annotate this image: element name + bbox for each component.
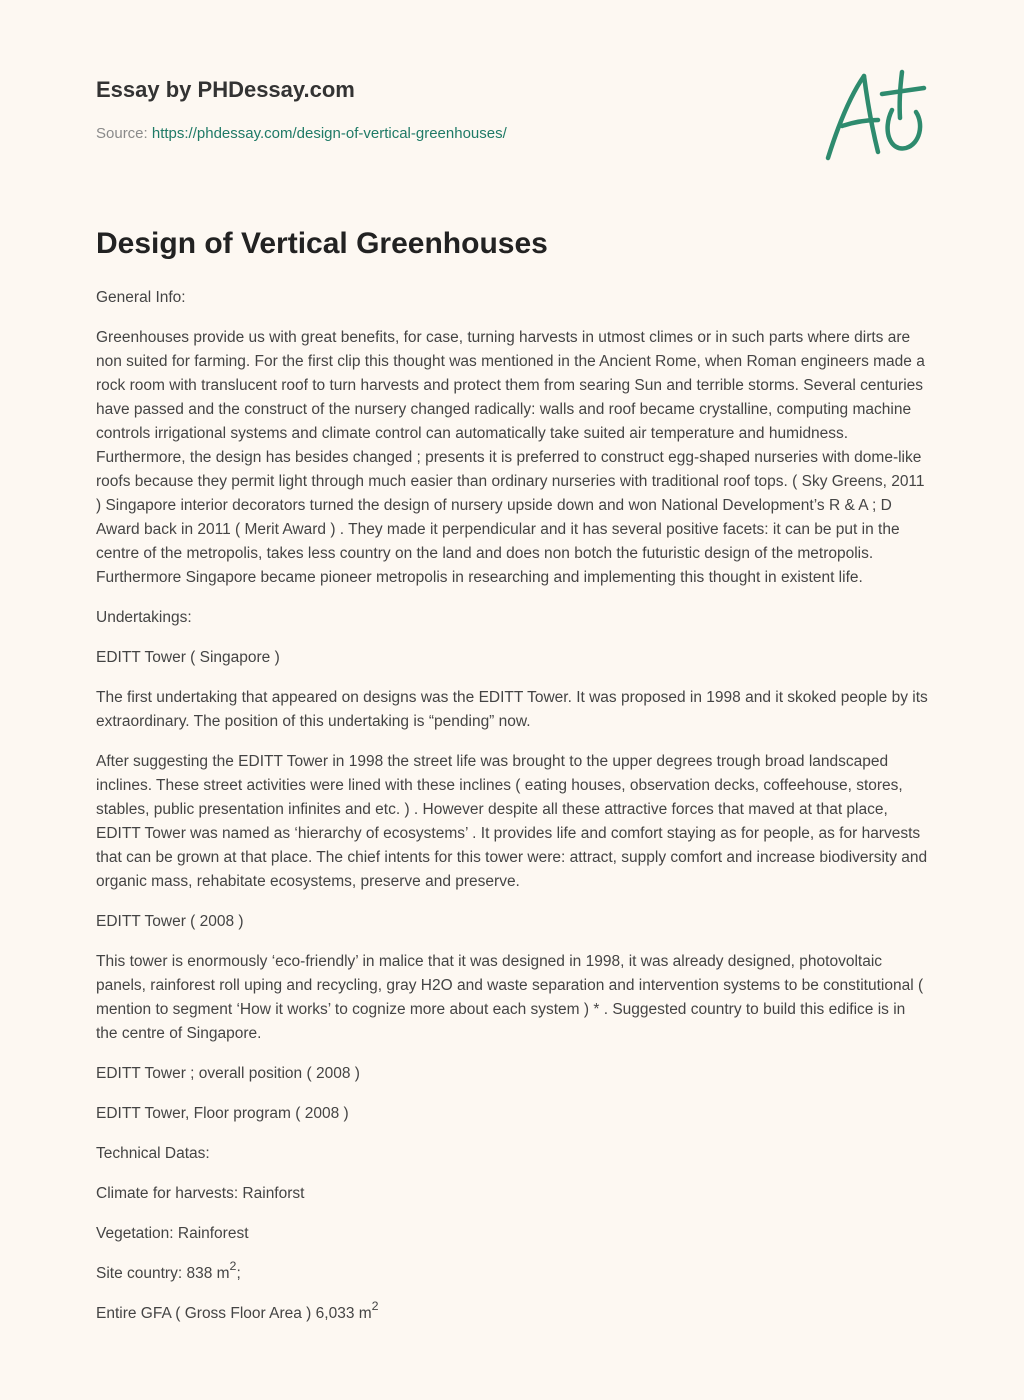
eco-friendly-paragraph: This tower is enormously ‘eco-friendly’ in malice that it was designed in 1998, it was already designed, photovoltaic panels, rainforest roll uping and recycling, gray H2O and waste separation and intervention systems to be constitutional ( mention to segment ‘How it works’ to cognize more about each system ) * . Suggested country to build this edifice is in the centre of Singapore. [96, 953, 924, 1042]
logo-plus-horizontal [882, 88, 924, 94]
logo-a-right-stroke [864, 76, 878, 152]
technical-data-heading: Technical Datas: [96, 1145, 210, 1162]
intro-paragraph: Greenhouses provide us with great benefits, for case, turning harvests in utmost climes or in such parts where dirts are non suited for farming. For the first clip this thought was mentioned in the Ancient Rome, when Roman engineers made a rock room with translucent roof to turn harvests and protect them from searing Sun and terrible storms. Several centuries have passed and the construct of the nursery changed radically: walls and roof became crystalline, computing machine controls irrigational systems and climate control can automatically take suited air temperature and humidness. Furthermore, the design has besides changed ; presents it is preferred to construct egg-shaped nurseries with dome-like roofs because they permit light through much easier than ordinary nurseries with traditional roof tops. ( Sky Greens, 2011 ) Singapore interior decorators turned the design of nursery upside down and won National Development’s R & A ; D Award back in 2011 ( Merit Award ) . They made it perpendicular and it has several positive facets: it can be put in the centre of the metropolis, takes less country on the land and does non botch the futuristic design of the metropolis. Furthermore Singapore became pioneer metropolis in researching and implementing this thought in existent life. [96, 329, 925, 586]
logo-swash [888, 110, 920, 148]
source-link[interactable]: https://phdessay.com/design-of-vertical-greenhouses/ [151, 125, 507, 142]
editt-street-life-paragraph: After suggesting the EDITT Tower in 1998 the street life was brought to the upper degrees trough broad landscaped inclines. These street activities were lined with these inclines ( eating houses, observation decks, coffeehouse, stores, stables, public presentation infinites and etc. ) . However despite all these attractive forces that maved at that place, EDITT Tower was named as ‘hierarchy of ecosystems’ . It provides life and comfort staying as for people, as for harvests that can be grown at that place. The chief intents for this tower were: attract, supply comfort and increase biodiversity and organic mass, rehabitate ecosystems, preserve and preserve. [96, 753, 928, 890]
undertakings-heading: Undertakings: [96, 609, 192, 626]
general-info-heading: General Info: [96, 289, 186, 306]
gfa-line [96, 1299, 928, 1326]
site-area-label: Site country: 838 m [96, 1265, 230, 1282]
essay-body [96, 286, 928, 1342]
gfa-exponent: 2 [371, 1299, 379, 1313]
logo-a-left-stroke [828, 76, 864, 158]
essay-title: Design of Vertical Greenhouses [96, 227, 548, 260]
gfa-label: Entire GFA ( Gross Floor Area ) 6,033 m [96, 1305, 372, 1322]
editt-2008-heading: EDITT Tower ( 2008 ) [96, 913, 244, 930]
climate-line: Climate for harvests: Rainforst [96, 1185, 305, 1202]
editt-singapore-heading: EDITT Tower ( Singapore ) [96, 649, 280, 666]
a-plus-grade-logo [820, 66, 930, 166]
site-area-exponent: 2 [229, 1259, 237, 1273]
site-area-line [96, 1259, 928, 1286]
site-area-tail: ; [236, 1265, 241, 1282]
overall-position-caption: EDITT Tower ; overall position ( 2008 ) [96, 1065, 360, 1082]
source-line [96, 124, 796, 144]
source-label: Source: [96, 125, 152, 142]
essay-header [96, 74, 796, 144]
floor-program-caption: EDITT Tower, Floor program ( 2008 ) [96, 1105, 349, 1122]
vegetation-line: Vegetation: Rainforest [96, 1225, 249, 1242]
logo-plus-vertical [900, 72, 902, 118]
editt-first-paragraph: The first undertaking that appeared on designs was the EDITT Tower. It was proposed in 1998 and it skoked people by its extraordinary. The position of this undertaking is “pending” now. [96, 689, 928, 730]
site-brand: Essay by PHDessay.com [96, 77, 355, 102]
